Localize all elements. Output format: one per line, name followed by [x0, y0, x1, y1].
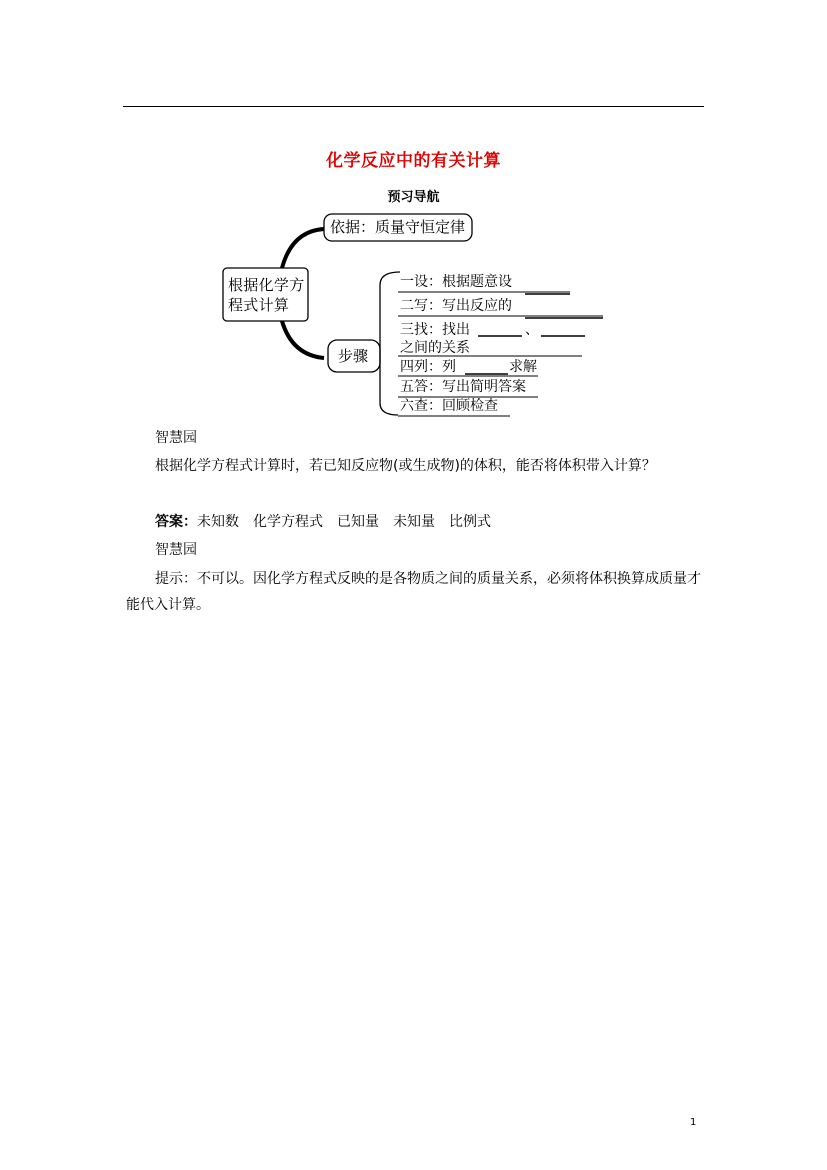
- page-title: 化学反应中的有关计算: [326, 151, 501, 171]
- answer-item: 已知量: [337, 514, 379, 530]
- answers-line: [155, 512, 491, 532]
- step-3: 三找：找出: [400, 322, 470, 338]
- answers-label: 答案：: [155, 514, 197, 530]
- steps-bracket: [380, 272, 400, 415]
- basis-label: 依据：质量守恒定律: [330, 218, 466, 236]
- section2-heading: 智慧园: [155, 542, 197, 558]
- answer-item: 化学方程式: [253, 514, 323, 530]
- section-subtitle: 预习导航: [387, 190, 440, 205]
- section2-hint: 提示：不可以。因化学方程式反映的是各物质之间的质量关系，必须将体积换算成质量才能代入计算。: [126, 571, 701, 613]
- answer-item: 未知量: [393, 514, 435, 530]
- section1-heading: 智慧园: [155, 430, 197, 446]
- step-1: 一设：根据题意设: [400, 274, 512, 290]
- step-5: 五答：写出简明答案: [400, 379, 526, 395]
- connector-to-steps: [282, 321, 324, 358]
- root-label: 根据化学方程式计算: [228, 276, 305, 314]
- connector-to-basis: [282, 229, 324, 268]
- section1-question: 根据化学方程式计算时，若已知反应物(或生成物)的体积，能否将体积带入计算？: [155, 458, 656, 474]
- page-number: 1: [690, 1117, 697, 1128]
- step-6: 六查：回顾检查: [400, 398, 498, 414]
- answer-item: 比例式: [449, 514, 491, 530]
- answer-item: 未知数: [197, 514, 239, 530]
- step-2: 二写：写出反应的: [400, 298, 512, 314]
- step-3-separator: 、: [525, 322, 539, 338]
- step-3-continued: 之间的关系: [400, 340, 470, 356]
- step-4: 四列：列: [400, 359, 456, 375]
- header-rule: [123, 106, 704, 107]
- step-4-tail: 求解: [509, 359, 537, 375]
- mind-map-diagram: [220, 205, 620, 420]
- steps-label: 步骤: [338, 347, 369, 365]
